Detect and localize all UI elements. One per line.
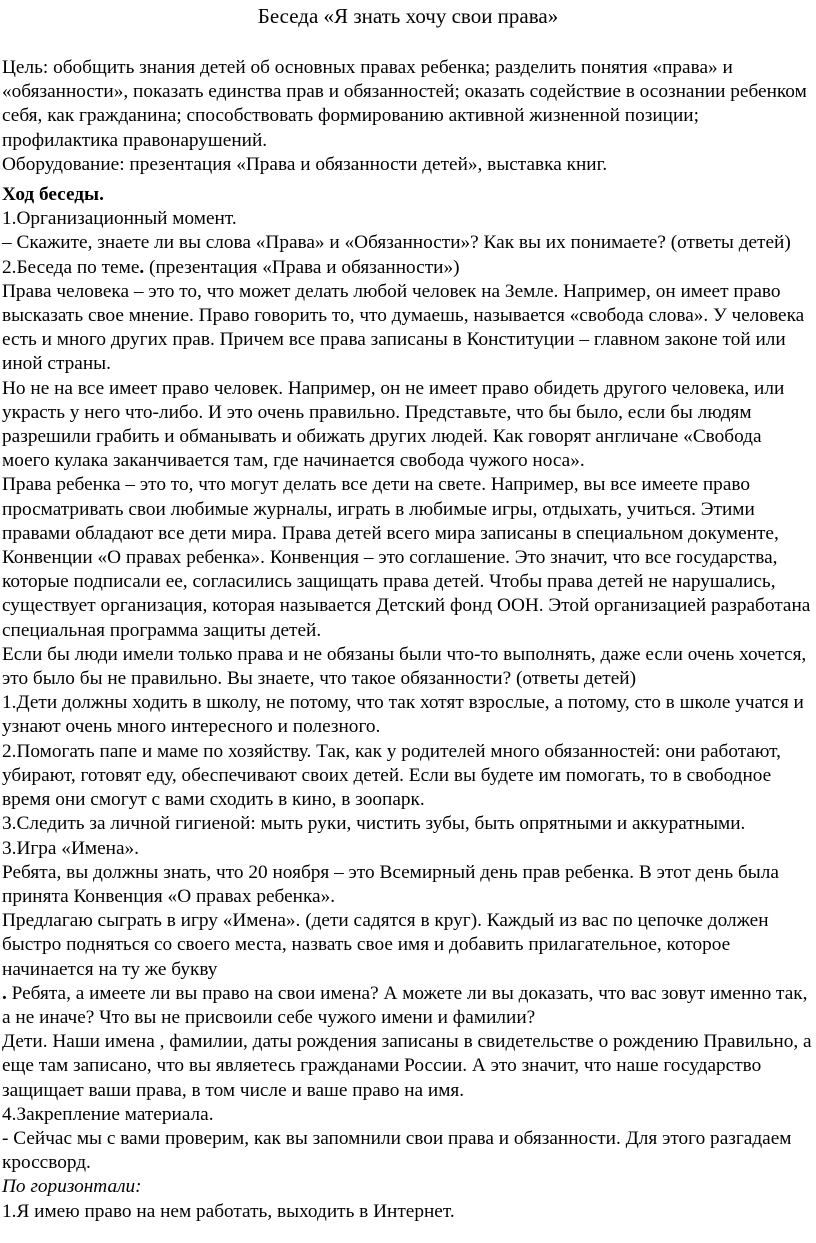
duty-3-paragraph: 3.Следить за личной гигиеной: мыть руки, чистить зубы, быть опрятными и аккуратными. (2, 813, 746, 835)
step-2-bold-dot: . (139, 256, 145, 278)
document-title: Беседа «Я знать хочу свои права» (257, 4, 559, 28)
crossword-paragraph: - Сейчас мы с вами проверим, как вы запомнили свои права и обязанности. Для этого разгадаем кроссворд. (2, 1127, 792, 1174)
duty-1-paragraph: 1.Дети должны ходить в школу, не потому, что так хотят взрослые, а потому, сто в школе учатся и узнают очень много интересного и полезного. (2, 692, 804, 738)
game-paragraph: Предлагаю сыграть в игру «Имена». (дети садятся в круг). Каждый из вас по цепочке должен быстро подняться со своего места, назвать свое имя и добавить прилагательное, которое начинается на ту же букву (2, 910, 769, 980)
duty-2-paragraph: 2.Помогать папе и маме по хозяйству. Так, как у родителей много обязанностей: они работают, убирают, готовят еду, обеспечивают своих детей. Если вы будете им помогать, то в свободное время они смогут с вами сходить в кино, в зоопарк. (2, 740, 781, 811)
duties-paragraph: Если бы люди имели только права и не обязаны были что-то выполнять, даже если очень хочется, это было бы не правильно. Вы знаете, что такое обязанности? (ответы детей) (2, 643, 807, 690)
names-text: Ребята, а имеете ли вы право на свои имена? А можете ли вы доказать, что вас зовут именно так, а не иначе? Что вы не присвоили себе чужого имени и фамилии? (2, 982, 808, 1028)
human-rights-paragraph: Права человека – это то, что может делать любой человек на Земле. Например, он имеет право высказать свое мнение. Право говорить то, что думаешь, называется «свобода слова». У человека есть и много других прав. Причем все права записаны в Конституции – главном законе той или иной страны. (2, 280, 805, 375)
horizontal-heading: По горизонтали: (2, 1176, 142, 1198)
step-4-heading: 4.Закрепление материала. (2, 1103, 214, 1125)
limits-paragraph: Но не на все имеет право человек. Например, он не имеет право обидеть другого человека, или украсть у него что-либо. И это очень правильно. Представьте, что бы было, если бы людям разрешили грабить и обманывать и обижать других людей. Как говорят англичане «Свобода моего кулака заканчивается там, где начинается свобода чужого носа». (2, 377, 785, 472)
goal-paragraph: Цель: обобщить знания детей об основных правах ребенка; разделить понятия «права» и «обязанности», показать единства прав и обязанностей; оказать содействие в осознании ребенком себя, как гражданина; способствовать формированию активной жизненной позиции; профилактика правонарушений. (2, 57, 807, 151)
course-heading: Ход беседы. (2, 184, 104, 206)
names-bold-dot: . (2, 982, 7, 1004)
document-body (2, 56, 814, 1224)
step-2-main-text: 2.Беседа по теме (2, 256, 140, 278)
children-answer-paragraph: Дети. Наши имена , фамилии, даты рождения записаны в свидетельстве о рождению Правильно, а еще там записано, что вы являетесь гражданами России. А это значит, что наше государство защищает ваши права, в том числе и ваше право на имя. (2, 1031, 812, 1101)
step-3-heading: 3.Игра «Имена». (2, 837, 139, 859)
horizontal-1-clue: 1.Я имею право на нем работать, выходить в Интернет. (2, 1200, 455, 1222)
names-paragraph (2, 982, 814, 1030)
child-rights-paragraph: Права ребенка – это то, что могут делать все дети на свете. Например, вы все имеете право просматривать свои любимые журналы, играть в любимые игры, отдыхать, учиться. Этими правами обладают все дети мира. Права детей всего мира записаны в специальном документе, Конвенции «О правах ребенка». Конвенция – это соглашение. Это значит, что все государства, которые подписали ее, согласились защищать права детей. Чтобы права детей не нарушались, существует организация, которая называется Детский фонд ООН. Этой организацией разработана специальная программа защиты детей. (2, 474, 811, 641)
question-1-paragraph: – Скажите, знаете ли вы слова «Права» и «Обязанности»? Как вы их понимаете? (ответы детей) (2, 232, 791, 254)
step-2-heading (2, 256, 814, 280)
equipment-paragraph: Оборудование: презентация «Права и обязанности детей», выставка книг. (2, 153, 608, 175)
november-20-paragraph: Ребята, вы должны знать, что 20 ноября – это Всемирный день прав ребенка. В этот день была принята Конвенция «О правах ребенка». (2, 861, 779, 907)
step-2-rest-text: (презентация «Права и обязанности») (144, 256, 460, 278)
step-1-heading: 1.Организационный момент. (2, 208, 237, 230)
